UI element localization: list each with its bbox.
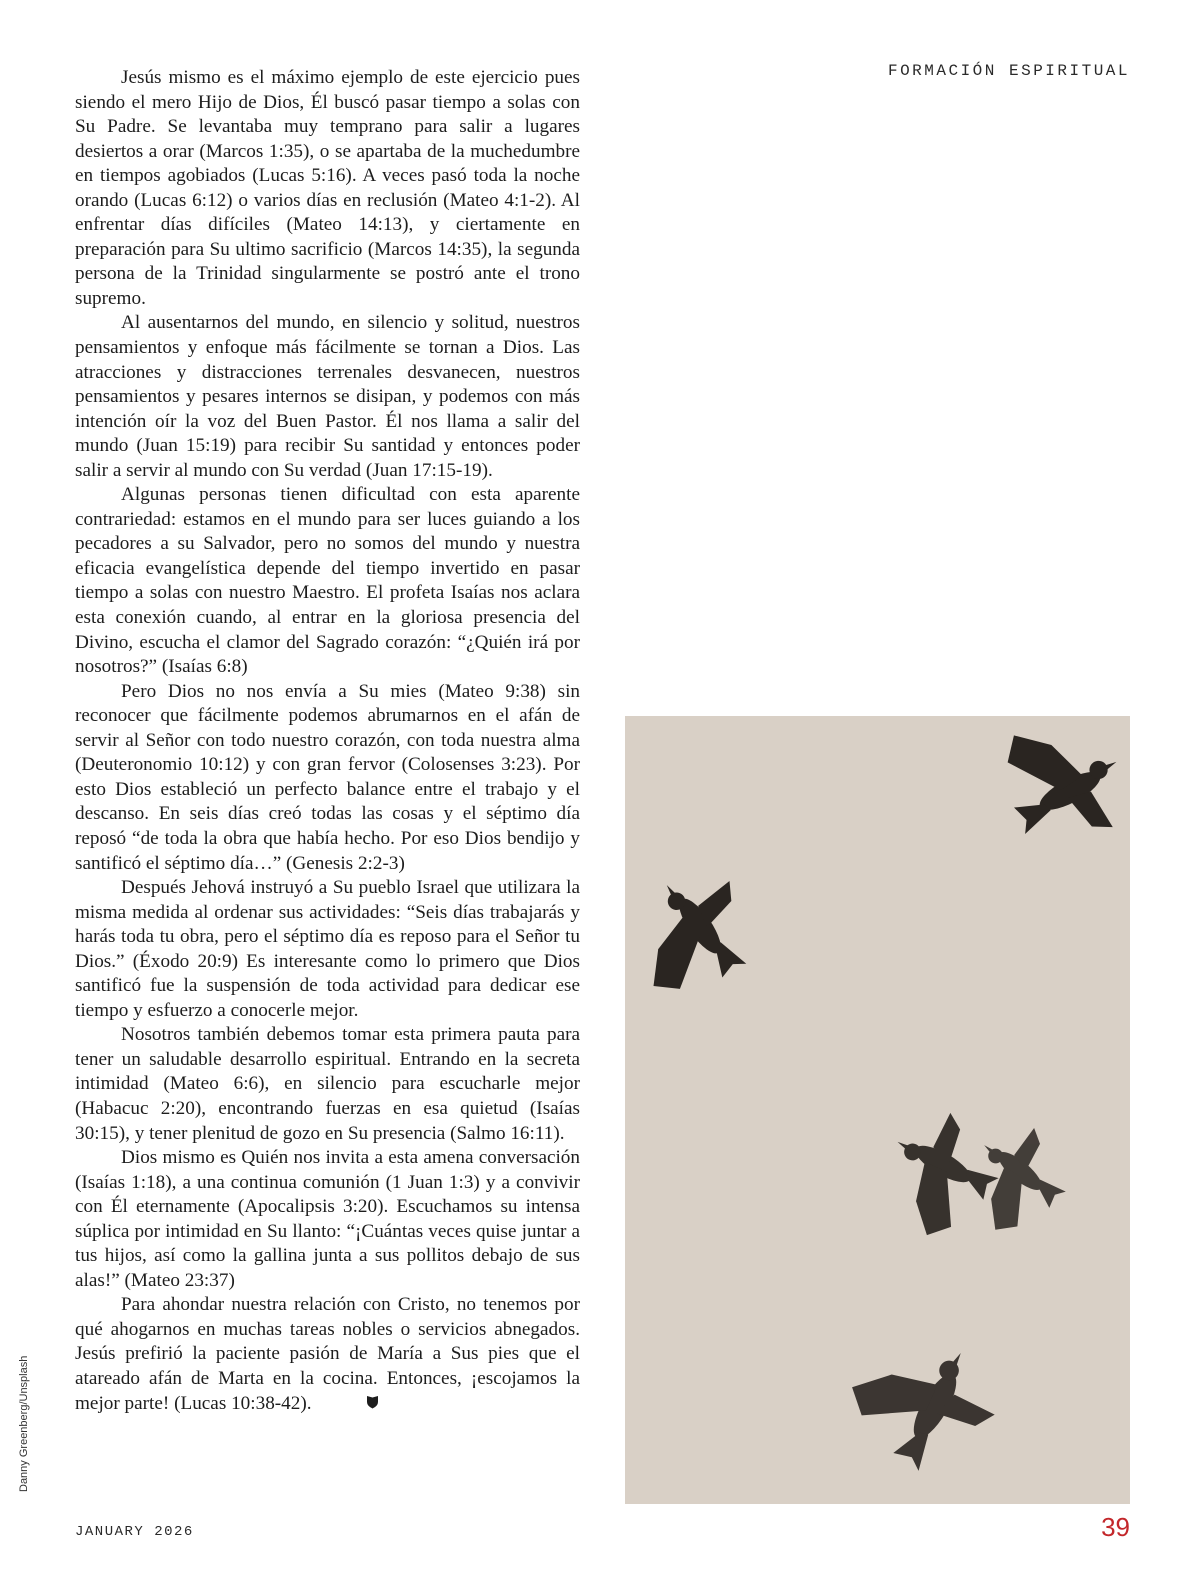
article-paragraph-8: Para ahondar nuestra relación con Cristo, no tenemos por qué ahogarnos en muchas tareas nobles o servicios abnegados. Jesús prefirió la paciente pasión de María a Sus pies que el atareado afán de Marta en la cocina. Entonces, ¡escojamos la mejor parte! (Lucas 10:38-42). [75,1294,580,1414]
footer-issue-date: JANUARY 2026 [75,1524,194,1540]
section-title: FORMACIÓN ESPIRITUAL [887,62,1130,80]
photo-credit: Danny Greenberg/Unsplash [18,1355,30,1492]
shield-end-mark-icon [320,1392,379,1417]
bird-3-image [865,1097,1015,1252]
article-paragraph-7: Dios mismo es Quién nos invita a esta amena conversación (Isaías 1:18), a una continua comunión (1 Juan 1:3) y a convivir con Él eternamente (Apocalipsis 3:20). Escuchamos su intensa súplica por intimidad en Su llanto: “¡Cuántas veces quise juntar a tus hijos, así como la gallina junta a sus pollitos debajo de sus alas!” (Mateo 23:37) [75,1147,580,1291]
article-paragraph-4: Pero Dios no nos envía a Su mies (Mateo 9:38) sin reconocer que fácilmente podemos abrumarnos en el afán de servir al Señor con todo nuestro corazón, con toda nuestra alma (Deuteronomio 10:12) y con gran fervor (Colosenses 3:23). Por esto Dios estableció un perfecto balance entre el trabajo y el descanso. En seis días creó todas las cosas y el séptimo día reposó “de toda la obra que había hecho. Por eso Dios bendijo y santificó el séptimo día…” (Genesis 2:2-3) [75,680,580,874]
article-body [75,66,580,1416]
bird-5-image [832,1314,1012,1489]
article-paragraph-1: Jesús mismo es el máximo ejemplo de este ejercicio pues siendo el mero Hijo de Dios, Él buscó pasar tiempo a solas con Su Padre. Se levantaba muy temprano para salir a lugares desiertos a orar (Marcos 1:35), o se apartaba de la muchedumbre en tiempos agobiados (Lucas 5:16). A veces pasó toda la noche orando (Lucas 6:12) o varios días en reclusión (Mateo 4:1-2). Al enfrentar días difíciles (Mateo 14:13), y ciertamente en preparación para Su ultimo sacrificio (Marcos 14:35), la segunda persona de la Trinidad singularmente se postró ante el trono supremo. [75,67,580,309]
article-paragraph-8-wrapper [75,1293,580,1416]
bird-1-image [982,716,1130,865]
article-paragraph-3: Algunas personas tienen dificultad con esta aparente contrariedad: estamos en el mundo para ser luces guiando a los pecadores a su Salvador, pero no somos del mundo y nuestra eficacia evangelística depende del tiempo invertido en pasar tiempo a solas con nuestro Maestro. El profeta Isaías nos aclara esta conexión cuando, al entrar en la gloriosa presencia del Divino, escucha el clamor del Sagrado corazón: “¿Quién irá por nosotros?” (Isaías 6:8) [75,484,580,678]
article-paragraph-2: Al ausentarnos del mundo, en silencio y solitud, nuestros pensamientos y enfoque más fácilmente se tornan a Dios. Las atracciones y distracciones terrenales desvanecen, nuestros pensamientos y pesares internos se disipan, y podemos con más intención oír la voz del Buen Pastor. Él nos llama a salir del mundo (Juan 15:19) para recibir Su santidad y entonces poder salir a servir al mundo con Su verdad (Juan 17:15-19). [75,312,580,481]
bird-2-image [625,854,774,1014]
page-number: 39 [1101,1512,1130,1542]
article-paragraph-6: Nosotros también debemos tomar esta primera pauta para tener un saludable desarrollo espiritual. Entrando en la secreta intimidad (Mateo 6:6), en silencio para escucharle mejor (Habacuc 2:20), encontrando fuerzas en esa quietud (Isaías 30:15), y tener plenitud de gozo en Su presencia (Salmo 16:11). [75,1024,580,1144]
birds-photo [625,716,1130,1504]
article-paragraph-5: Después Jehová instruyó a Su pueblo Israel que utilizara la misma medida al ordenar sus actividades: “Seis días trabajarás y harás toda tu obra, pero el séptimo día es reposo para el Señor tu Dios.” (Éxodo 20:9) Es interesante como lo primero que Dios santificó fue la suspensión de toda actividad para dedicar ese tiempo y esfuerzo a conocerle mejor. [75,877,580,1021]
